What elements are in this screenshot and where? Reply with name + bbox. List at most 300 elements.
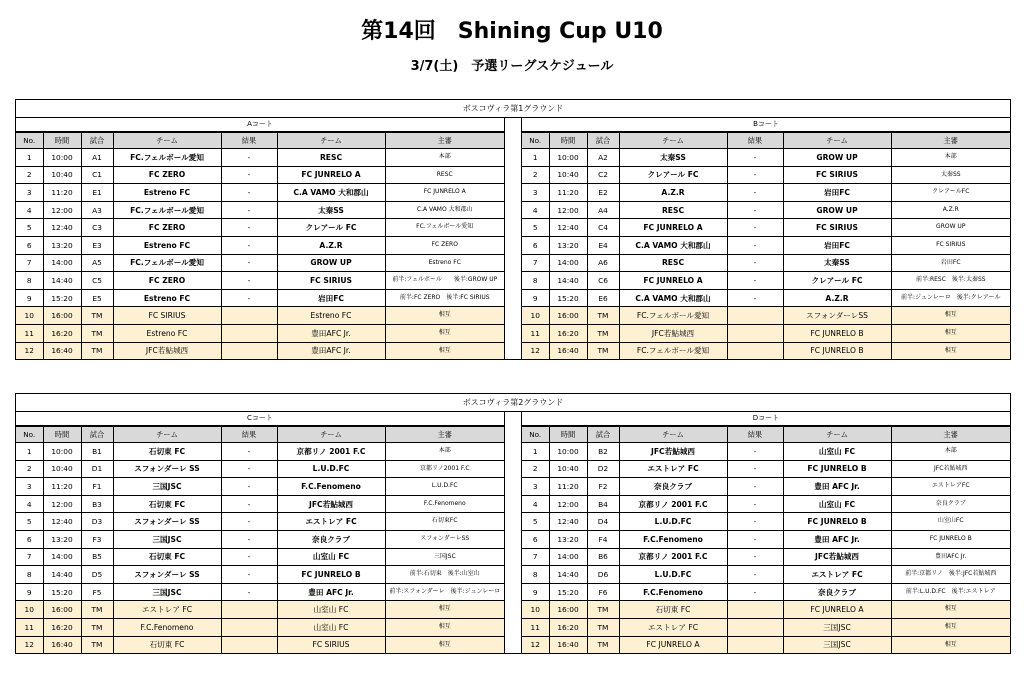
column-header: 試合 xyxy=(587,133,619,149)
cell-ref: 前半:フェルボール 後半:GROW UP xyxy=(385,272,504,290)
cell-match: D1 xyxy=(81,460,113,478)
cell-team1: 石切東 FC xyxy=(113,495,221,513)
table-row xyxy=(522,184,1010,202)
cell-no: 7 xyxy=(16,548,43,566)
cell-ref: 相互 xyxy=(891,618,1010,636)
cell-match: E2 xyxy=(587,184,619,202)
cell-result: - xyxy=(727,254,783,272)
cell-time: 14:00 xyxy=(43,254,81,272)
schedule-table xyxy=(522,132,1010,359)
column-header: チーム xyxy=(783,427,891,443)
cell-team2: 豊田 AFC Jr. xyxy=(277,583,385,601)
cell-match: C2 xyxy=(587,166,619,184)
cell-team1: 京都リノ 2001 F.C xyxy=(619,548,727,566)
table-row xyxy=(16,184,504,202)
cell-team1: エストレア FC xyxy=(619,460,727,478)
cell-match: TM xyxy=(587,307,619,325)
cell-ref: GROW UP xyxy=(891,219,1010,237)
cell-team2: FC SIRIUS xyxy=(783,166,891,184)
cell-match: TM xyxy=(587,636,619,653)
cell-no: 1 xyxy=(16,443,43,461)
column-header: 結果 xyxy=(221,427,277,443)
cell-time: 16:40 xyxy=(549,342,587,359)
cell-no: 8 xyxy=(16,272,43,290)
table-row xyxy=(522,272,1010,290)
cell-no: 6 xyxy=(16,236,43,254)
cell-ref: 相互 xyxy=(385,307,504,325)
cell-time: 11:20 xyxy=(43,184,81,202)
column-header: 主審 xyxy=(385,133,504,149)
cell-team2: クレアール FC xyxy=(277,219,385,237)
cell-team1: C.A VAMO 大和郡山 xyxy=(619,289,727,307)
cell-team2: エストレア FC xyxy=(783,566,891,584)
table-row xyxy=(522,307,1010,325)
table-row xyxy=(16,583,504,601)
cell-ref: 三国JSC xyxy=(385,548,504,566)
cell-team1: F.C.Fenomeno xyxy=(619,583,727,601)
column-header: No. xyxy=(16,133,43,149)
cell-team2: 山室山 FC xyxy=(277,618,385,636)
cell-team1: FC.フェルボール愛知 xyxy=(619,307,727,325)
cell-match: F6 xyxy=(587,583,619,601)
cell-ref: 前半:RESC 後半:太秦SS xyxy=(891,272,1010,290)
cell-no: 11 xyxy=(16,618,43,636)
cell-match: E4 xyxy=(587,236,619,254)
ground-1-section xyxy=(15,99,1011,360)
cell-ref: 岩田FC xyxy=(891,254,1010,272)
cell-team2: 豊田AFC Jr. xyxy=(277,342,385,359)
cell-team1: L.U.D.FC xyxy=(619,566,727,584)
cell-ref: 石切東FC xyxy=(385,513,504,531)
table-row xyxy=(16,443,504,461)
column-header: 結果 xyxy=(727,133,783,149)
column-header: チーム xyxy=(113,427,221,443)
cell-match: E5 xyxy=(81,289,113,307)
table-row xyxy=(16,219,504,237)
courts-row xyxy=(16,412,1010,653)
cell-result: - xyxy=(221,289,277,307)
cell-team2: スフォンダーレSS xyxy=(783,307,891,325)
cell-match: A5 xyxy=(81,254,113,272)
cell-match: F1 xyxy=(81,478,113,496)
cell-team2: 岩田FC xyxy=(783,184,891,202)
cell-match: F2 xyxy=(587,478,619,496)
table-row xyxy=(522,583,1010,601)
cell-no: 6 xyxy=(522,236,549,254)
cell-time: 12:40 xyxy=(549,219,587,237)
cell-time: 14:40 xyxy=(549,272,587,290)
cell-ref: 本部 xyxy=(385,443,504,461)
cell-match: C4 xyxy=(587,219,619,237)
cell-ref: クレアールFC xyxy=(891,184,1010,202)
cell-time: 10:40 xyxy=(549,166,587,184)
cell-team1: 石切東 FC xyxy=(619,601,727,619)
cell-match: C1 xyxy=(81,166,113,184)
cell-match: A4 xyxy=(587,201,619,219)
cell-match: D4 xyxy=(587,513,619,531)
cell-team2: L.U.D.FC xyxy=(277,460,385,478)
cell-time: 15:20 xyxy=(549,289,587,307)
column-header: 時間 xyxy=(43,427,81,443)
table-row xyxy=(522,566,1010,584)
cell-no: 9 xyxy=(522,583,549,601)
cell-time: 12:40 xyxy=(43,219,81,237)
cell-match: D3 xyxy=(81,513,113,531)
cell-time: 16:20 xyxy=(549,618,587,636)
cell-result: - xyxy=(221,166,277,184)
cell-match: E1 xyxy=(81,184,113,202)
cell-team2: 山室山 FC xyxy=(783,495,891,513)
table-row xyxy=(16,289,504,307)
table-row xyxy=(522,601,1010,619)
cell-result: - xyxy=(221,583,277,601)
cell-match: TM xyxy=(587,601,619,619)
cell-team1: 三国JSC xyxy=(113,530,221,548)
cell-match: TM xyxy=(81,324,113,342)
cell-team1: A.Z.R xyxy=(619,184,727,202)
cell-team1: Estreno FC xyxy=(113,236,221,254)
cell-ref: 相互 xyxy=(385,601,504,619)
cell-result: - xyxy=(221,495,277,513)
cell-ref: 相互 xyxy=(385,324,504,342)
cell-match: B5 xyxy=(81,548,113,566)
cell-no: 2 xyxy=(16,460,43,478)
cell-team1: エストレア FC xyxy=(619,618,727,636)
table-row xyxy=(16,460,504,478)
table-row xyxy=(522,460,1010,478)
table-row xyxy=(522,149,1010,167)
cell-team1: FC JUNRELO A xyxy=(619,272,727,290)
cell-result xyxy=(221,601,277,619)
cell-time: 12:40 xyxy=(43,513,81,531)
column-header: 時間 xyxy=(549,427,587,443)
cell-time: 16:00 xyxy=(549,601,587,619)
cell-ref: FC.フェルボール愛知 xyxy=(385,219,504,237)
cell-match: F5 xyxy=(81,583,113,601)
cell-team1: FC.フェルボール愛知 xyxy=(113,254,221,272)
cell-team2: GROW UP xyxy=(783,149,891,167)
cell-result xyxy=(727,601,783,619)
cell-ref: 相互 xyxy=(385,342,504,359)
cell-no: 4 xyxy=(522,201,549,219)
cell-no: 9 xyxy=(16,289,43,307)
cell-team1: F.C.Fenomeno xyxy=(113,618,221,636)
cell-team2: 岩田FC xyxy=(277,289,385,307)
table-row xyxy=(522,548,1010,566)
cell-no: 2 xyxy=(522,460,549,478)
cell-match: D5 xyxy=(81,566,113,584)
cell-match: C6 xyxy=(587,272,619,290)
cell-ref: FC JUNRELO B xyxy=(891,530,1010,548)
cell-time: 11:20 xyxy=(549,184,587,202)
cell-no: 9 xyxy=(16,583,43,601)
cell-ref: スフォンダーレSS xyxy=(385,530,504,548)
cell-result xyxy=(221,342,277,359)
cell-team2: F.C.Fenomeno xyxy=(277,478,385,496)
table-row xyxy=(522,443,1010,461)
cell-no: 5 xyxy=(16,513,43,531)
cell-team2: JFC若鮎城西 xyxy=(783,548,891,566)
cell-team2: 京都リノ 2001 F.C xyxy=(277,443,385,461)
cell-team2: 奈良クラブ xyxy=(277,530,385,548)
cell-match: D2 xyxy=(587,460,619,478)
cell-ref: 前半:スフォンダーレ 後半:ジュンレーロ xyxy=(385,583,504,601)
cell-match: TM xyxy=(81,618,113,636)
cell-result: - xyxy=(221,236,277,254)
cell-result: - xyxy=(221,548,277,566)
cell-no: 3 xyxy=(16,478,43,496)
cell-team1: FC JUNRELO A xyxy=(619,219,727,237)
cell-time: 16:20 xyxy=(43,324,81,342)
cell-result: - xyxy=(727,548,783,566)
cell-team1: Estreno FC xyxy=(113,184,221,202)
cell-team2: GROW UP xyxy=(783,201,891,219)
cell-ref: 相互 xyxy=(891,636,1010,653)
table-row xyxy=(16,530,504,548)
cell-result: - xyxy=(727,149,783,167)
cell-result: - xyxy=(727,495,783,513)
header-row xyxy=(16,427,504,443)
cell-team1: スフォンダーレ SS xyxy=(113,460,221,478)
table-row xyxy=(522,289,1010,307)
schedule-table xyxy=(16,132,504,359)
cell-team2: FC SIRIUS xyxy=(277,272,385,290)
cell-team1: 石切東 FC xyxy=(113,548,221,566)
cell-match: A3 xyxy=(81,201,113,219)
cell-team1: FC.フェルボール愛知 xyxy=(619,342,727,359)
cell-no: 3 xyxy=(522,184,549,202)
cell-result: - xyxy=(221,254,277,272)
cell-result xyxy=(727,636,783,653)
cell-team1: 奈良クラブ xyxy=(619,478,727,496)
cell-ref: FC JUNRELO A xyxy=(385,184,504,202)
cell-team1: FC JUNRELO A xyxy=(619,636,727,653)
cell-team2: 豊田 AFC Jr. xyxy=(783,478,891,496)
cell-team2: JFC若鮎城西 xyxy=(277,495,385,513)
table-row xyxy=(522,636,1010,653)
cell-no: 4 xyxy=(16,495,43,513)
cell-ref: 前半:ジュンレーロ 後半:クレアール xyxy=(891,289,1010,307)
header-row xyxy=(522,133,1010,149)
cell-team1: 石切東 FC xyxy=(113,636,221,653)
cell-team2: 豊田AFC Jr. xyxy=(277,324,385,342)
cell-time: 13:20 xyxy=(43,530,81,548)
cell-ref: エストレアFC xyxy=(891,478,1010,496)
cell-time: 14:40 xyxy=(43,272,81,290)
cell-ref: 奈良クラブ xyxy=(891,495,1010,513)
cell-match: B1 xyxy=(81,443,113,461)
cell-match: A2 xyxy=(587,149,619,167)
cell-ref: 相互 xyxy=(891,307,1010,325)
cell-no: 5 xyxy=(522,219,549,237)
cell-result xyxy=(727,324,783,342)
cell-ref: JFC若鮎城西 xyxy=(891,460,1010,478)
cell-team1: FC.フェルボール愛知 xyxy=(113,149,221,167)
cell-match: TM xyxy=(81,307,113,325)
column-header: No. xyxy=(522,133,549,149)
header-row xyxy=(16,133,504,149)
court-title: Aコート xyxy=(16,118,504,132)
cell-team1: エストレア FC xyxy=(113,601,221,619)
cell-time: 12:40 xyxy=(549,513,587,531)
table-row xyxy=(522,530,1010,548)
table-row xyxy=(16,324,504,342)
table-row xyxy=(16,495,504,513)
cell-team1: Estreno FC xyxy=(113,289,221,307)
cell-team2: FC JUNRELO A xyxy=(783,601,891,619)
cell-no: 8 xyxy=(522,566,549,584)
cell-no: 11 xyxy=(16,324,43,342)
cell-team1: JFC若鮎城西 xyxy=(619,324,727,342)
cell-team2: 岩田FC xyxy=(783,236,891,254)
header-row xyxy=(522,427,1010,443)
cell-time: 11:20 xyxy=(43,478,81,496)
cell-match: B2 xyxy=(587,443,619,461)
cell-team1: RESC xyxy=(619,254,727,272)
column-header: No. xyxy=(16,427,43,443)
ground-title: ボスコヴィラ第2グラウンド xyxy=(16,394,1010,412)
ground-title: ボスコヴィラ第1グラウンド xyxy=(16,100,1010,118)
cell-team1: 太秦SS xyxy=(619,149,727,167)
cell-time: 11:20 xyxy=(549,478,587,496)
cell-team2: FC JUNRELO B xyxy=(277,566,385,584)
cell-team1: クレアール FC xyxy=(619,166,727,184)
cell-result: - xyxy=(727,289,783,307)
table-row xyxy=(522,324,1010,342)
cell-team1: C.A VAMO 大和郡山 xyxy=(619,236,727,254)
column-header: 時間 xyxy=(43,133,81,149)
cell-match: TM xyxy=(587,618,619,636)
cell-team2: FC SIRIUS xyxy=(277,636,385,653)
cell-match: C3 xyxy=(81,219,113,237)
cell-time: 14:00 xyxy=(549,254,587,272)
cell-result: - xyxy=(727,236,783,254)
cell-time: 16:40 xyxy=(43,636,81,653)
cell-no: 1 xyxy=(522,443,549,461)
cell-team1: 石切東 FC xyxy=(113,443,221,461)
ground-2-section xyxy=(15,393,1011,654)
column-header: チーム xyxy=(619,133,727,149)
cell-ref: 前半:京都リノ 後半:JFC若鮎城西 xyxy=(891,566,1010,584)
cell-no: 9 xyxy=(522,289,549,307)
cell-team2: 奈良クラブ xyxy=(783,583,891,601)
cell-no: 10 xyxy=(522,307,549,325)
cell-time: 16:00 xyxy=(43,601,81,619)
cell-team1: FC ZERO xyxy=(113,219,221,237)
courts-row xyxy=(16,118,1010,359)
cell-time: 15:20 xyxy=(43,583,81,601)
cell-ref: A.Z.R xyxy=(891,201,1010,219)
cell-time: 13:20 xyxy=(549,530,587,548)
cell-team1: Estreno FC xyxy=(113,324,221,342)
cell-no: 7 xyxy=(522,548,549,566)
column-header: 時間 xyxy=(549,133,587,149)
cell-result: - xyxy=(727,460,783,478)
cell-team2: 山室山 FC xyxy=(277,548,385,566)
cell-no: 12 xyxy=(522,636,549,653)
cell-result: - xyxy=(221,530,277,548)
cell-result: - xyxy=(221,478,277,496)
cell-result: - xyxy=(727,513,783,531)
cell-team2: C.A VAMO 大和郡山 xyxy=(277,184,385,202)
cell-result xyxy=(727,342,783,359)
cell-time: 10:00 xyxy=(43,443,81,461)
cell-no: 11 xyxy=(522,324,549,342)
cell-team1: 三国JSC xyxy=(113,478,221,496)
cell-team2: FC JUNRELO B xyxy=(783,342,891,359)
cell-team1: RESC xyxy=(619,201,727,219)
cell-team1: FC.フェルボール愛知 xyxy=(113,201,221,219)
cell-no: 5 xyxy=(16,219,43,237)
cell-ref: 京都リノ2001 F.C xyxy=(385,460,504,478)
cell-team1: 三国JSC xyxy=(113,583,221,601)
column-header: チーム xyxy=(619,427,727,443)
cell-ref: F.C.Fenomeno xyxy=(385,495,504,513)
schedule-table xyxy=(16,426,504,653)
cell-time: 12:00 xyxy=(549,495,587,513)
table-row xyxy=(16,149,504,167)
column-header: 結果 xyxy=(221,133,277,149)
table-row xyxy=(522,342,1010,359)
cell-time: 10:00 xyxy=(43,149,81,167)
cell-time: 16:00 xyxy=(549,307,587,325)
cell-no: 1 xyxy=(522,149,549,167)
cell-result: - xyxy=(727,530,783,548)
cell-time: 12:00 xyxy=(549,201,587,219)
cell-time: 14:00 xyxy=(549,548,587,566)
cell-team1: スフォンダーレ SS xyxy=(113,566,221,584)
cell-result: - xyxy=(221,149,277,167)
court-title: Bコート xyxy=(522,118,1010,132)
schedule-table xyxy=(522,426,1010,653)
cell-time: 15:20 xyxy=(549,583,587,601)
cell-no: 2 xyxy=(16,166,43,184)
column-header: 主審 xyxy=(891,133,1010,149)
cell-time: 16:40 xyxy=(549,636,587,653)
cell-no: 2 xyxy=(522,166,549,184)
cell-team1: L.U.D.FC xyxy=(619,513,727,531)
column-header: チーム xyxy=(783,133,891,149)
cell-no: 5 xyxy=(522,513,549,531)
court-d xyxy=(521,412,1010,653)
court-a xyxy=(16,118,505,359)
column-header: 主審 xyxy=(385,427,504,443)
cell-ref: L.U.D.FC xyxy=(385,478,504,496)
cell-result xyxy=(727,307,783,325)
cell-match: TM xyxy=(81,636,113,653)
cell-team1: FC ZERO xyxy=(113,272,221,290)
cell-time: 10:40 xyxy=(549,460,587,478)
cell-team2: FC JUNRELO A xyxy=(277,166,385,184)
cell-team2: A.Z.R xyxy=(783,289,891,307)
cell-team2: 山室山 FC xyxy=(277,601,385,619)
court-title: Dコート xyxy=(522,412,1010,426)
cell-no: 12 xyxy=(16,636,43,653)
cell-ref: 本部 xyxy=(385,149,504,167)
cell-result xyxy=(221,324,277,342)
page-subtitle: 3/7(土) 予選リーグスケジュール xyxy=(410,59,614,74)
cell-match: C5 xyxy=(81,272,113,290)
cell-no: 10 xyxy=(522,601,549,619)
cell-ref: Estreno FC xyxy=(385,254,504,272)
table-row xyxy=(522,201,1010,219)
cell-team1: JFC若鮎城西 xyxy=(619,443,727,461)
cell-no: 10 xyxy=(16,307,43,325)
cell-result: - xyxy=(221,513,277,531)
cell-time: 14:00 xyxy=(43,548,81,566)
cell-no: 7 xyxy=(16,254,43,272)
cell-time: 10:40 xyxy=(43,460,81,478)
